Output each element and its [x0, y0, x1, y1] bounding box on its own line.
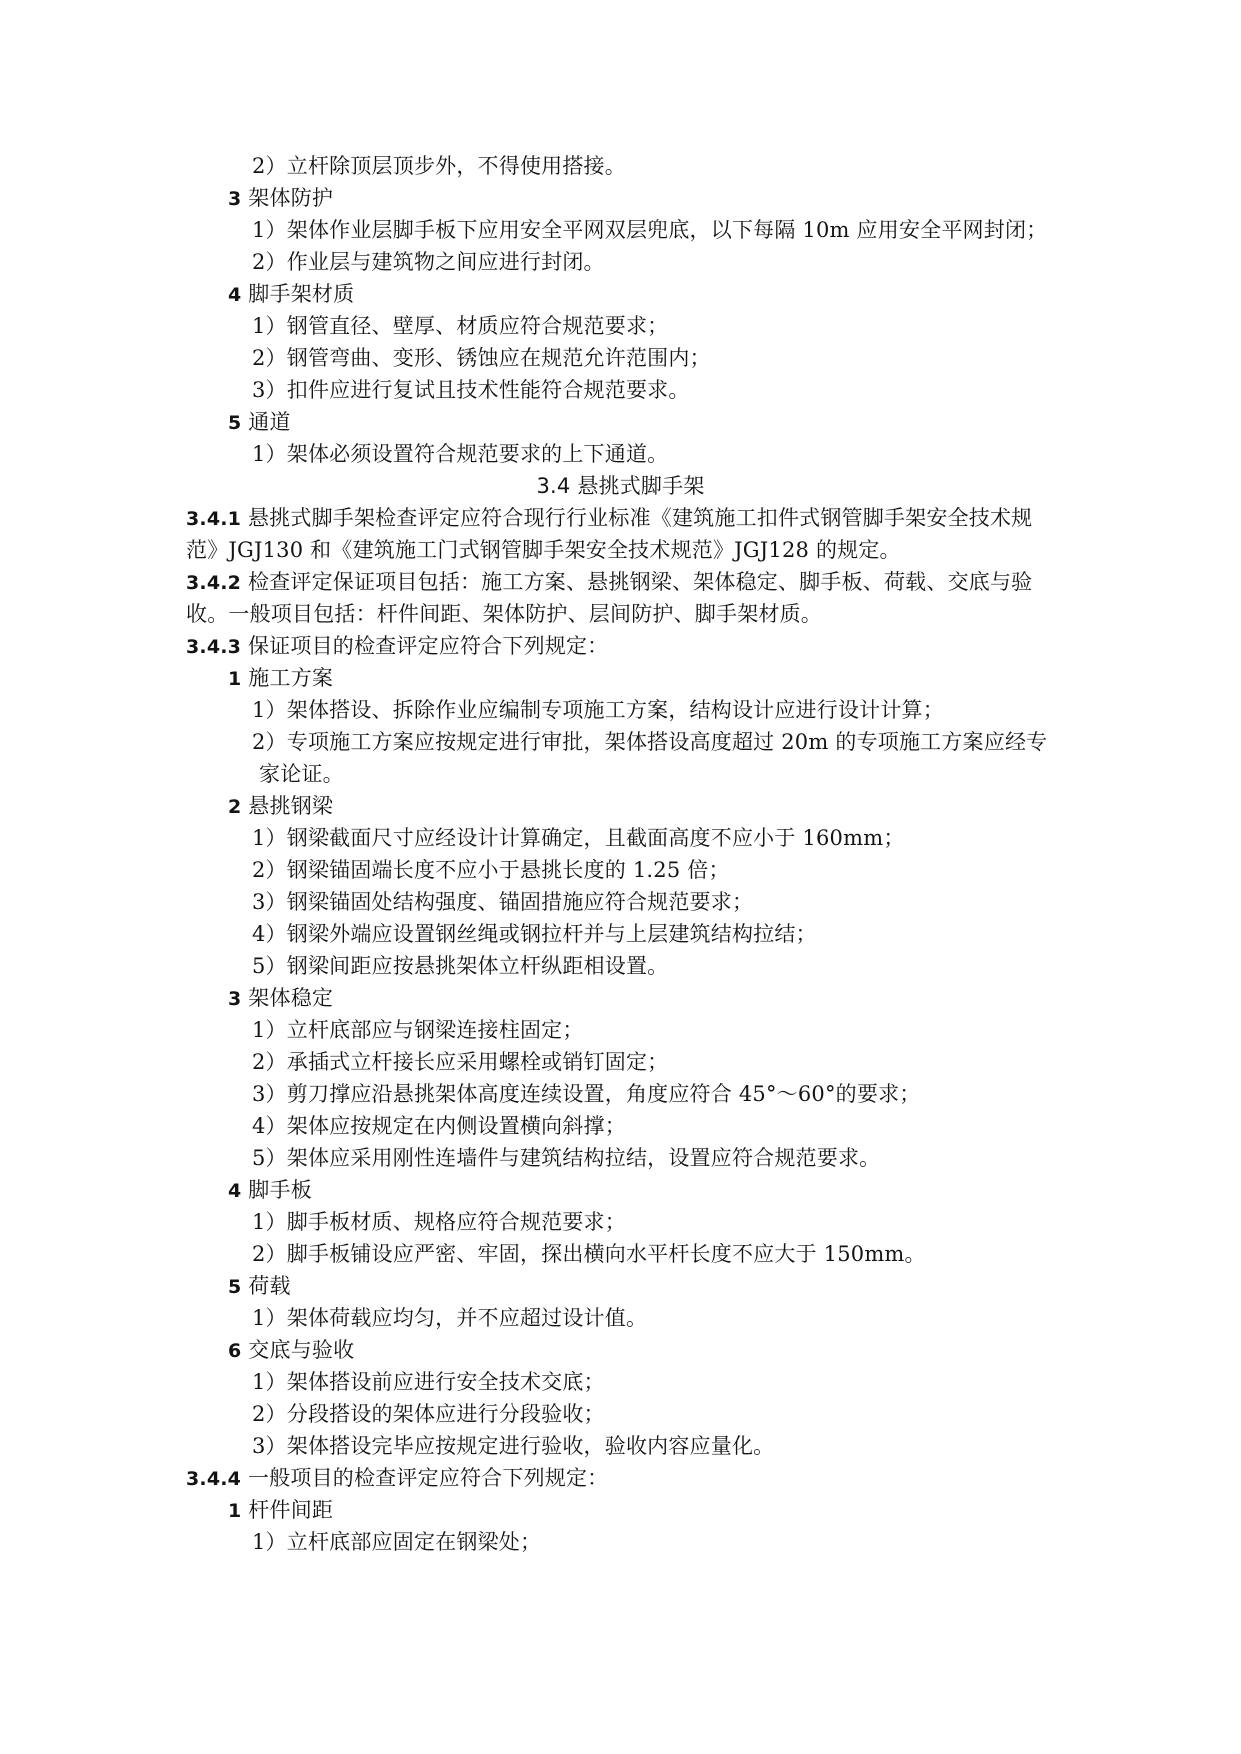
line-text: 悬挑式脚手架检查评定应符合现行行业标准《建筑施工扣件式钢管脚手架安全技术规	[241, 506, 1033, 530]
text-line	[228, 1494, 333, 1526]
text-line	[252, 1014, 584, 1046]
text-line	[252, 854, 730, 886]
line-text: 1）立杆底部应与钢梁连接柱固定；	[252, 1018, 584, 1042]
item-number: 1	[228, 668, 242, 690]
line-text: 交底与验收	[241, 1338, 355, 1362]
text-line	[228, 278, 354, 310]
line-text: 2）作业层与建筑物之间应进行封闭。	[252, 250, 605, 274]
text-line	[252, 726, 1047, 758]
line-text: 1）架体搭设前应进行安全技术交底；	[252, 1370, 605, 1394]
line-text: 脚手架材质	[241, 282, 355, 306]
line-text: 4）钢梁外端应设置钢丝绳或钢拉杆并与上层建筑结构拉结；	[252, 922, 817, 946]
line-text: 家论证。	[259, 762, 344, 786]
clause-line	[186, 534, 901, 566]
line-text: 5）钢梁间距应按悬挑架体立杆纵距相设置。	[252, 954, 669, 978]
line-text: 2）承插式立杆接长应采用螺栓或销钉固定；	[252, 1050, 669, 1074]
clause-line	[186, 502, 1032, 534]
clause-line	[186, 630, 608, 662]
text-line	[252, 214, 1047, 246]
line-text: 荷载	[241, 1274, 291, 1298]
text-line	[252, 1430, 774, 1462]
line-text: 2）脚手板铺设应严密、牢固，探出横向水平杆长度不应大于 150mm。	[252, 1242, 926, 1266]
text-line	[252, 1078, 920, 1110]
line-text: 2）立杆除顶层顶步外，不得使用搭接。	[252, 154, 626, 178]
line-text: 1）架体搭设、拆除作业应编制专项施工方案，结构设计应进行设计计算；	[252, 698, 944, 722]
text-line	[228, 662, 333, 694]
line-text: 杆件间距	[241, 1498, 334, 1522]
line-text: 2）分段搭设的架体应进行分段验收；	[252, 1402, 605, 1426]
text-line	[252, 1142, 880, 1174]
line-text: 2）钢管弯曲、变形、锈蚀应在规范允许范围内；	[252, 346, 711, 370]
item-number: 2	[228, 796, 242, 818]
clause-line	[186, 1462, 608, 1494]
item-number: 4	[228, 284, 242, 306]
line-text: 1）架体作业层脚手板下应用安全平网双层兜底，以下每隔 10m 应用安全平网封闭；	[252, 218, 1048, 242]
text-line	[252, 310, 668, 342]
line-text: 检查评定保证项目包括：施工方案、悬挑钢梁、架体稳定、脚手板、荷载、交底与验	[241, 570, 1033, 594]
text-line	[252, 438, 668, 470]
text-line	[252, 1526, 541, 1558]
item-number: 3	[228, 188, 242, 210]
line-text: 施工方案	[241, 666, 334, 690]
line-text: 1）钢管直径、壁厚、材质应符合规范要求；	[252, 314, 669, 338]
item-number: 3.4.3	[186, 636, 242, 658]
text-line	[228, 982, 333, 1014]
item-number: 4	[228, 1180, 242, 1202]
text-line	[252, 1110, 626, 1142]
text-line	[252, 1302, 647, 1334]
line-text: 收。一般项目包括：杆件间距、架体防护、层间防护、脚手架材质。	[186, 602, 822, 626]
text-line	[252, 342, 711, 374]
text-line	[228, 790, 333, 822]
item-number: 1	[228, 1500, 242, 1522]
line-text: 一般项目的检查评定应符合下列规定：	[241, 1466, 609, 1490]
text-line	[228, 1174, 312, 1206]
line-text: 2）专项施工方案应按规定进行审批，架体搭设高度超过 20m 的专项施工方案应经专	[252, 730, 1048, 754]
text-line	[228, 182, 333, 214]
line-text: 1）立杆底部应固定在钢梁处；	[252, 1530, 542, 1554]
text-line	[252, 886, 753, 918]
text-line	[252, 374, 690, 406]
text-line	[252, 1366, 605, 1398]
line-text: 3）剪刀撑应沿悬挑架体高度连续设置，角度应符合 45°～60°的要求；	[252, 1082, 921, 1106]
text-line	[228, 1334, 354, 1366]
text-line	[252, 150, 626, 182]
line-text: 通道	[241, 410, 291, 434]
line-text: 悬挑钢梁	[241, 794, 334, 818]
line-text: 3）架体搭设完毕应按规定进行验收，验收内容应量化。	[252, 1434, 775, 1458]
line-text: 1）钢梁截面尺寸应经设计计算确定，且截面高度不应小于 160mm；	[252, 826, 905, 850]
text-line	[252, 1398, 605, 1430]
item-number: 3	[228, 988, 242, 1010]
clause-line	[186, 598, 822, 630]
line-text: 架体防护	[241, 186, 334, 210]
line-text: 范》JGJ130 和《建筑施工门式钢管脚手架安全技术规范》JGJ128 的规定。	[186, 538, 901, 562]
line-text: 2）钢梁锚固端长度不应小于悬挑长度的 1.25 倍；	[252, 858, 730, 882]
item-number: 5	[228, 412, 242, 434]
text-line	[252, 694, 944, 726]
section-heading: 3.4 悬挑式脚手架	[536, 474, 705, 498]
text-line	[252, 918, 817, 950]
line-text: 1）架体荷载应均匀，并不应超过设计值。	[252, 1306, 648, 1330]
line-text: 脚手板	[241, 1178, 312, 1202]
clause-line	[186, 566, 1032, 598]
item-number: 6	[228, 1340, 242, 1362]
text-line	[252, 1206, 626, 1238]
line-text: 1）架体必须设置符合规范要求的上下通道。	[252, 442, 669, 466]
line-text: 保证项目的检查评定应符合下列规定：	[241, 634, 609, 658]
item-number: 3.4.2	[186, 572, 242, 594]
text-line	[252, 950, 668, 982]
item-number: 5	[228, 1276, 242, 1298]
line-text: 3）钢梁锚固处结构强度、锚固措施应符合规范要求；	[252, 890, 754, 914]
line-text: 3）扣件应进行复试且技术性能符合规范要求。	[252, 378, 690, 402]
text-line	[259, 758, 344, 790]
line-text: 5）架体应采用刚性连墙件与建筑结构拉结，设置应符合规范要求。	[252, 1146, 881, 1170]
text-line	[228, 406, 291, 438]
line-text: 1）脚手板材质、规格应符合规范要求；	[252, 1210, 626, 1234]
line-text: 4）架体应按规定在内侧设置横向斜撑；	[252, 1114, 626, 1138]
text-line	[252, 1238, 926, 1270]
item-number: 3.4.4	[186, 1468, 242, 1490]
text-line	[252, 1046, 668, 1078]
text-line	[252, 246, 605, 278]
text-line	[252, 822, 905, 854]
text-line	[228, 1270, 291, 1302]
item-number: 3.4.1	[186, 508, 242, 530]
line-text: 架体稳定	[241, 986, 334, 1010]
